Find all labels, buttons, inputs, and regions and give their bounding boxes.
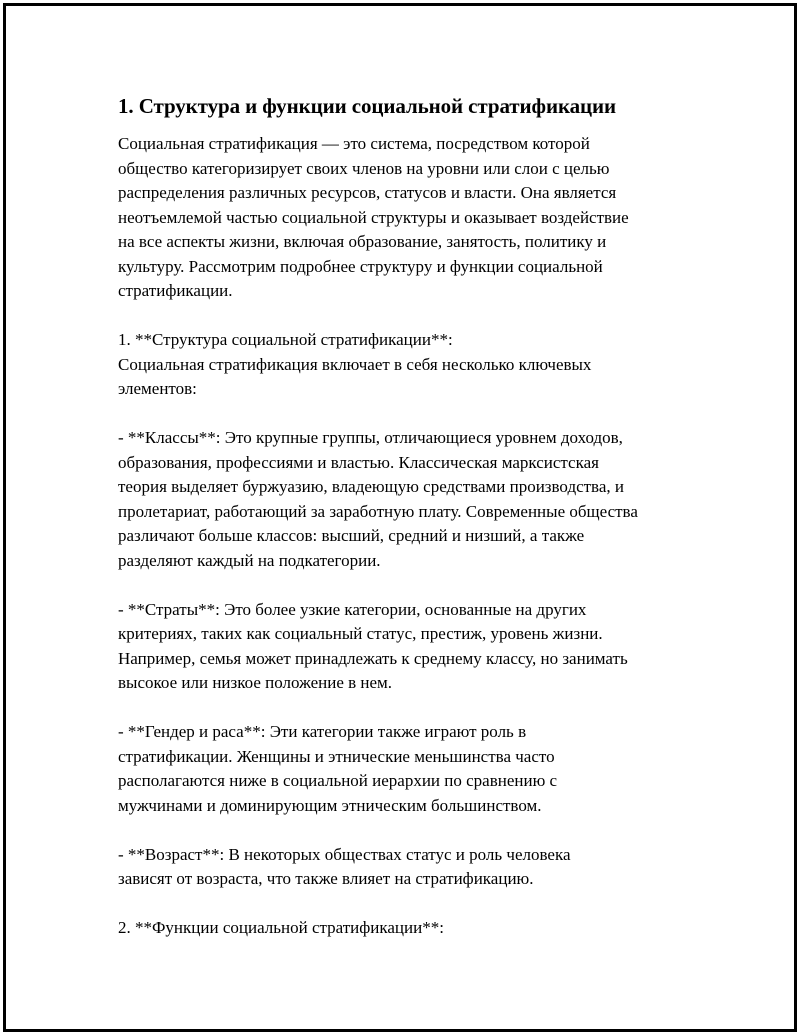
structure-heading-paragraph: 1. **Структура социальной стратификации**: Социальная стратификация включает в себя несколько ключевых элементов: — [118, 330, 592, 398]
document-body — [118, 92, 698, 941]
paragraph-gap — [118, 818, 698, 843]
section-heading: 1. Структура и функции социальной стратификации — [118, 94, 617, 118]
intro-paragraph: Социальная стратификация — это система, посредством которой общество категоризирует своих членов на уровни или слои с целью распределения различных ресурсов, статусов и власти. Она является неотъемлемой частью социальной структуры и оказывает воздействие на все аспекты жизни, включая образование, занятость, политику и культуру. Рассмотрим подробнее структуру и функции социальной стратификации. — [118, 134, 629, 300]
functions-heading-paragraph: 2. **Функции социальной стратификации**: — [118, 918, 444, 937]
paragraph-gap — [118, 304, 698, 329]
paragraph-gap — [118, 696, 698, 721]
age-paragraph: - **Возраст**: В некоторых обществах статус и роль человека зависят от возраста, что также влияет на стратификацию. — [118, 844, 571, 888]
paragraph-gap — [118, 402, 698, 427]
strata-paragraph: - **Страты**: Это более узкие категории, основанные на других критериях, таких как социальный статус, престиж, уровень жизни. Например, семья может принадлежать к среднему классу, но занимать высокое или низкое положение в нем. — [118, 599, 628, 692]
paragraph-gap — [118, 892, 698, 917]
classes-paragraph: - **Классы**: Это крупные группы, отличающиеся уровнем доходов, образования, профессиями и властью. Классическая марксистская теория выделяет буржуазию, владеющую средствами производства, и пролетариат, работающий за заработную плату. Современные общества различают больше классов: высший, средний и низший, а также разделяют каждый на подкатегории. — [118, 428, 638, 570]
paragraph-gap — [118, 573, 698, 598]
gender-race-paragraph: - **Гендер и раса**: Эти категории также играют роль в стратификации. Женщины и этнические меньшинства часто располагаются ниже в социальной иерархии по сравнению с мужчинами и доминирующим этническим большинством. — [118, 722, 558, 815]
